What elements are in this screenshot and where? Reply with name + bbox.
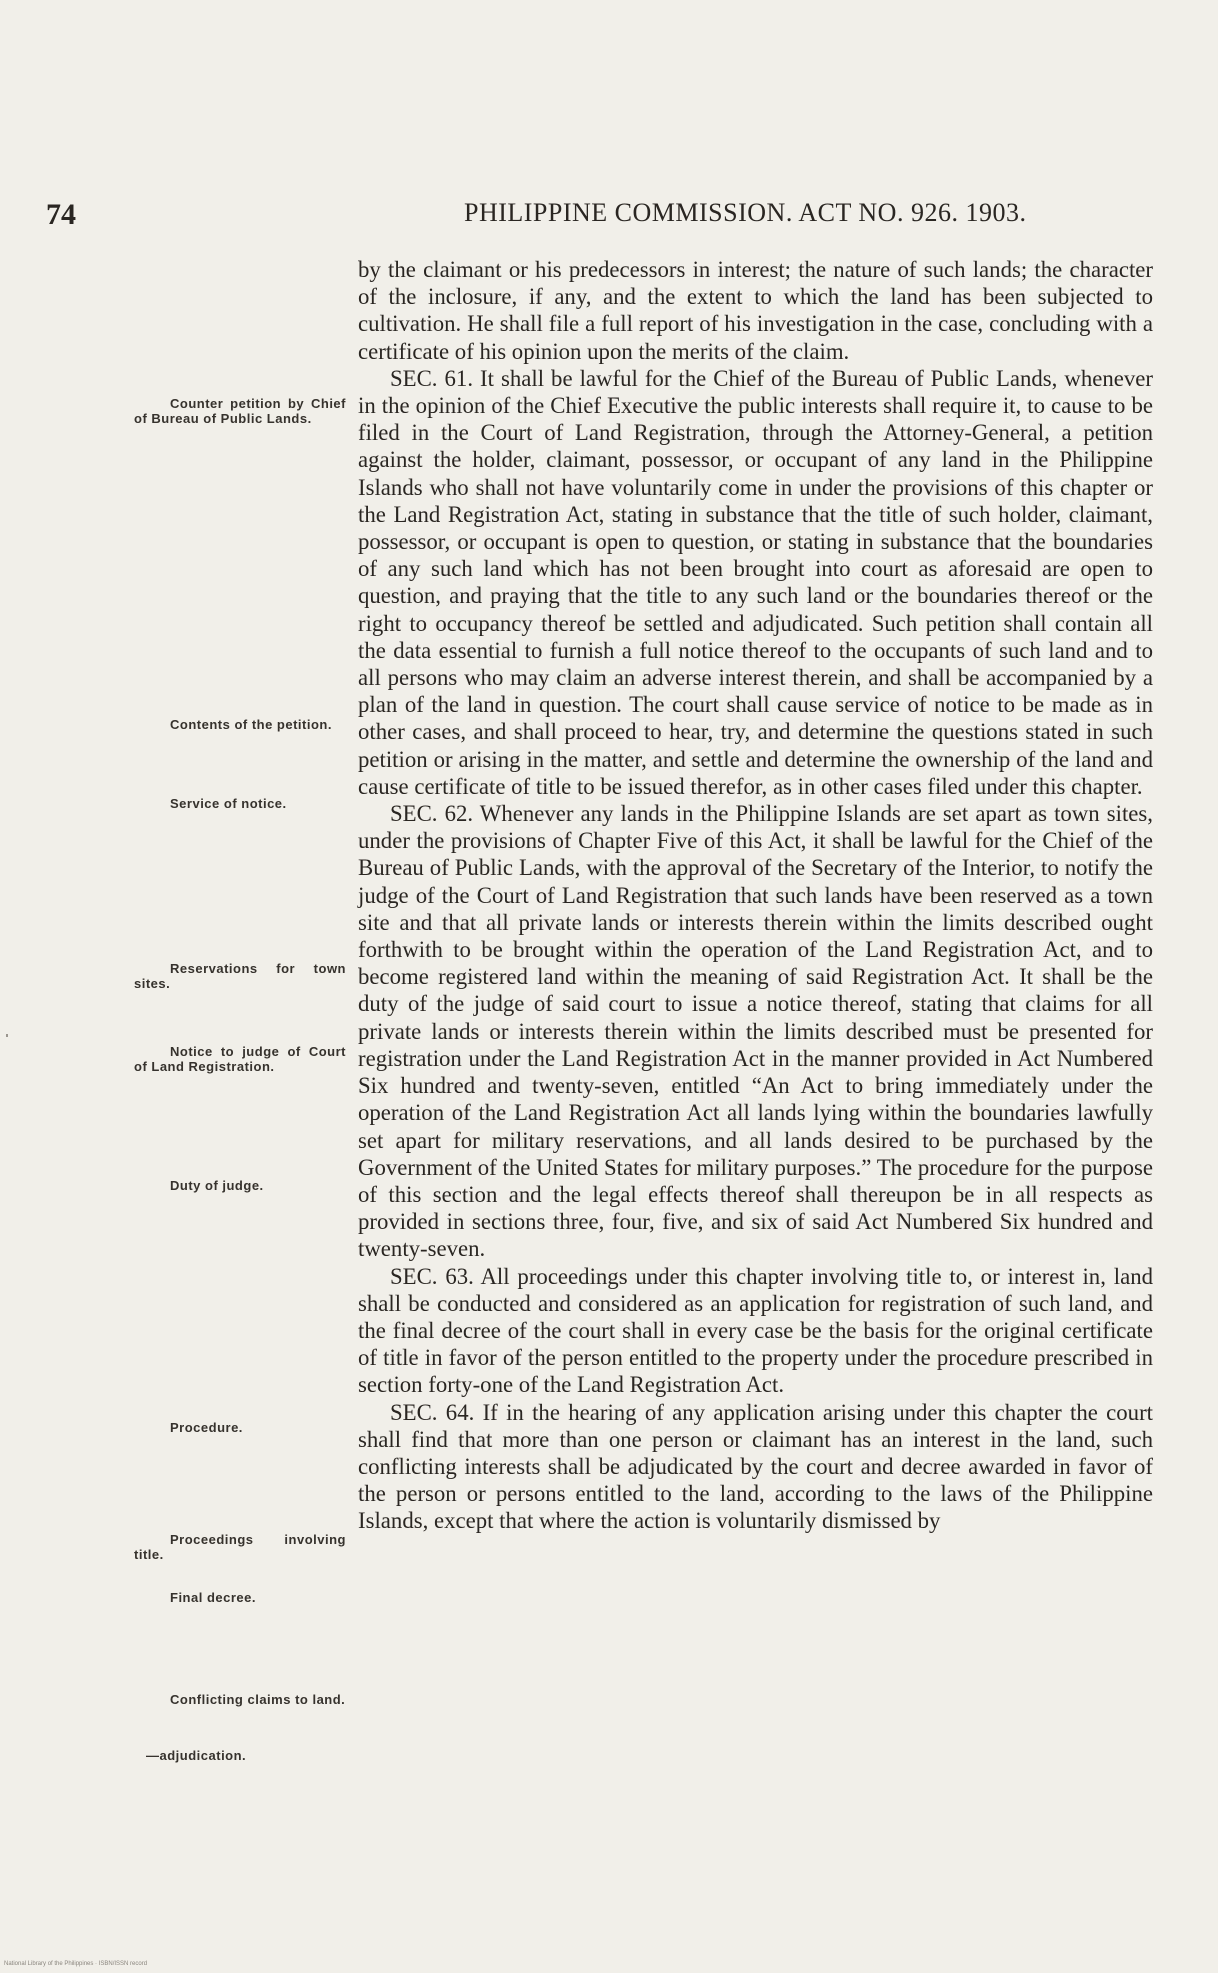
section-label-62: SEC. 62. (390, 801, 474, 827)
section-label-63: SEC. 63. (390, 1263, 474, 1289)
margin-note-proceedings-involving-title: Proceedings involving title. (134, 1532, 346, 1562)
running-head: PHILIPPINE COMMISSION. ACT NO. 926. 1903. (464, 198, 1027, 227)
paragraph-sec-63 (358, 1263, 1153, 1399)
paragraph-continuation: by the claimant or his predecessors in interest; the nature of such lands; the character of the inclosure, if any, and the extent to which the land has been subjected to cultivation. He shall file a full report of his investigation in the case, concluding with a certificate of his opinion upon the merits of the claim. (358, 257, 1153, 364)
margin-note-reservations-town-sites: Reservations for town sites. (134, 961, 346, 991)
margin-note-procedure: Procedure. (170, 1420, 243, 1435)
paragraph-sec-61 (358, 365, 1153, 800)
margin-note-service-of-notice: Service of notice. (170, 796, 287, 811)
section-label-61: SEC. 61. (390, 365, 474, 391)
section-label-64: SEC. 64. (390, 1399, 475, 1425)
margin-note-conflicting-claims: Conflicting claims to land. (170, 1692, 346, 1707)
section-text-62: Whenever any lands in the Philippine Islands are set apart as town sites, under the provisions of Chapter Five of this Act, it shall be lawful for the Chief of the Bureau of Public Lands, with the approval of the Secretary of the Interior, to notify the judge of the Court of Land Registration that such lands have been reserved as a town site and that all private lands or interests therein within the limits described ought forthwith to be brought within the operation of the Land Registration Act, and to become registered land within the meaning of said Registration Act. It shall be the duty of the judge of said court to issue a notice thereof, stating that claims for all private lands or interests therein within the limits described must be presented for registration under the Land Registration Act in the manner provided in Act Numbered Six hundred and twenty-seven, entitled “An Act to bring immediately under the operation of the Land Registration Act all lands lying within the boundaries lawfully set apart for military reservations, and all lands desired to be purchased by the Government of the United States for military purposes.” The procedure for the purpose of this section and the legal effects thereof shall thereupon be in all respects as provided in sections three, four, five, and six of said Act Numbered Six hundred and twenty-seven. (358, 801, 1153, 1262)
margin-note-final-decree: Final decree. (170, 1590, 256, 1605)
margin-note-notice-to-judge: Notice to judge of Court of Land Registration. (134, 1044, 346, 1074)
body-text (358, 256, 1153, 1535)
paragraph-sec-62 (358, 800, 1153, 1262)
section-text-63: All proceedings under this chapter involving title to, or interest in, land shall be conducted and considered as an application for registration of such land, and the final decree of the court shall in every case be the basis for the original certificate of title in favor of the person entitled to the property under the procedure prescribed in section forty-one of the Land Registration Act. (358, 1263, 1153, 1398)
page-header (46, 198, 1056, 234)
margin-note-contents-of-petition: Contents of the petition. (170, 717, 332, 732)
margin-note-adjudication: —adjudication. (146, 1748, 247, 1763)
scan-footer-note: National Library of the Philippines · ISBN/ISSN record (4, 1961, 148, 1967)
paragraph-sec-64 (358, 1399, 1153, 1535)
section-text-61: It shall be lawful for the Chief of the Bureau of Public Lands, whenever in the opinion of the Chief Executive the public interests shall require it, to cause to be filed in the Court of Land Registration, through the Attorney-General, a petition against the holder, claimant, possessor, or occupant of any land in the Philippine Islands who shall not have voluntarily come in under the provisions of this chapter or the Land Registration Act, stating in substance that the title of such holder, claimant, possessor, or occupant is open to question, or stating in substance that the boundaries of any such land which has not been brought into court as aforesaid are open to question, and praying that the title to any such land or the boundaries thereof or the right to occupancy thereof be settled and adjudicated. Such petition shall contain all the data essential to furnish a full notice thereof to the occupants of such land and to all persons who may claim an adverse interest therein, and shall be accompanied by a plan of the land in question. The court shall cause service of notice to be made as in other cases, and shall proceed to hear, try, and determine the questions stated in such petition or arising in the matter, and settle and determine the ownership of the land and cause certificate of title to be issued therefor, as in other cases filed under this chapter. (358, 365, 1153, 799)
section-text-64: If in the hearing of any application arising under this chapter the court shall find that more than one person or claimant has an interest in the land, such conflicting interests shall be adjudicated by the court and decree awarded in favor of the person or persons entitled to the land, according to the laws of the Philippine Islands, except that where the action is voluntarily dismissed by (358, 1399, 1153, 1534)
page-number: 74 (46, 198, 76, 231)
scan-speck (6, 1034, 8, 1037)
margin-note-counter-petition: Counter petition by Chief of Bureau of Public Lands. (134, 396, 346, 426)
margin-note-duty-of-judge: Duty of judge. (170, 1178, 264, 1193)
